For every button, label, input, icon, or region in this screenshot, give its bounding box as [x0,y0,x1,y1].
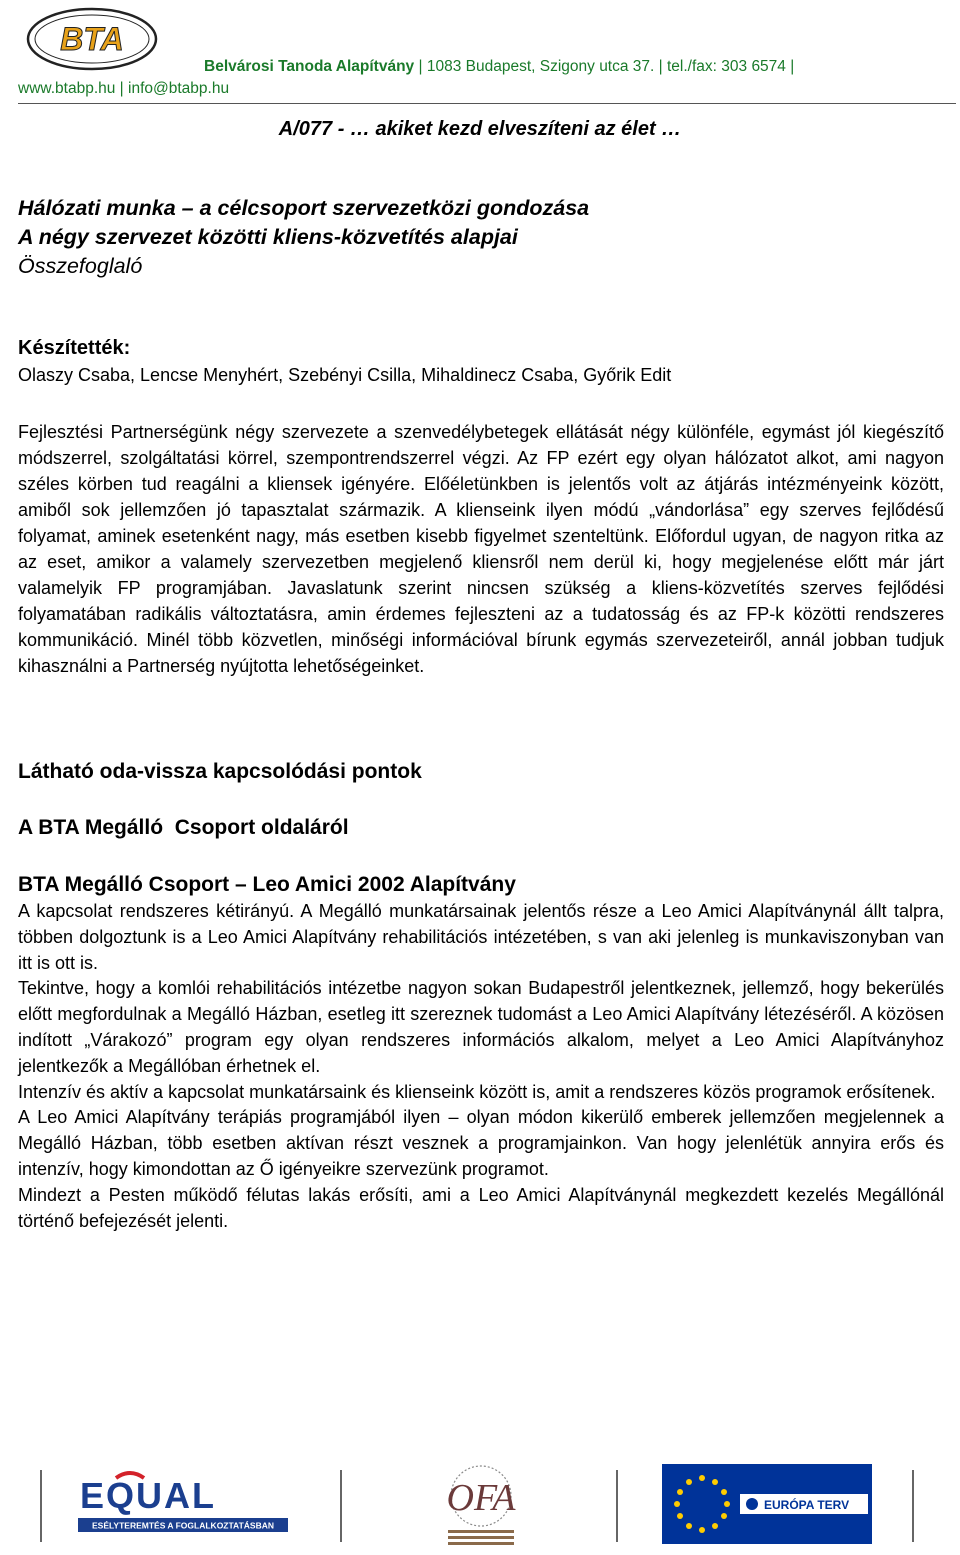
bta-logo [24,6,160,72]
org-name: Belvárosi Tanoda Alapítvány [204,58,415,75]
main-heading: Hálózati munka – a célcsoport szervezetközi gondozása [18,196,590,220]
summary-heading: Összefoglaló [18,254,143,278]
section-heading-connections: Látható oda-vissza kapcsolódási pontok [18,760,422,783]
ofa-logo [436,1460,526,1548]
org-email-link[interactable]: info@btabp.hu [128,80,230,97]
org-web-line: www.btabp.hu | info@btabp.hu [18,80,230,97]
section-heading-bta: A BTA Megálló Csoport oldaláról [18,816,349,839]
europa-terv-logo [662,1464,872,1544]
body-paragraph: A Leo Amici Alapítvány terápiás programjából ilyen – olyan módon kikerülő emberek jellemzően megjelennek a Megálló Házban, több esetben aktívan részt vesznek a programjainkon. Van hogy jelenlétük annyira erős és intenzív, hogy kimondottan az Ő igényeikre szervezünk programot. [18,1107,944,1179]
authors-list: Olaszy Csaba, Lencse Menyhért, Szebényi Csilla, Mihaldinecz Csaba, Győrik Edit [18,365,672,385]
body-paragraph: Intenzív és aktív a kapcsolat munkatársaink és klienseink között is, amit a rendszeres közös programok erősítenek. [18,1081,936,1102]
ofa-logo-text: OFA [446,1477,516,1519]
org-website-link[interactable]: www.btabp.hu [18,80,116,97]
footer-divider [340,1470,342,1542]
org-phone: tel./fax: 303 6574 [667,58,786,75]
org-address: 1083 Budapest, Szigony utca 37. [426,58,655,75]
section-heading-leo-amici: BTA Megálló Csoport – Leo Amici 2002 Alapítvány [18,873,516,896]
org-info-line: Belvárosi Tanoda Alapítvány | 1083 Budapest, Szigony utca 37. | tel./fax: 303 6574 | [204,58,795,75]
equal-tagline: ESÉLYTEREMTÉS A FOGLALKOZTATÁSBAN [92,1520,274,1531]
leo-amici-body [18,899,944,1234]
authors-label: Készítették: [18,337,131,359]
body-paragraph: A kapcsolat rendszeres kétirányú. A Megálló munkatársainak jelentős része a Leo Amici Alapítványnál állt talpra, többen dolgoztunk is a Leo Amici Alapítvány rehabilitációs intézetében, s van aki jelenleg is munkaviszonyban van itt is ott is. [18,901,944,973]
footer-divider [912,1470,914,1542]
bta-logo-text: BTA [60,21,124,57]
document-title: A/077 - … akiket kezd elveszíteni az élet … [278,118,682,140]
header-divider [18,103,956,104]
body-paragraph: Mindezt a Pesten működő félutas lakás erősíti, ami a Leo Amici Alapítványnál megkezdett kezelés Megállónál történő befejezését jelenti. [18,1184,944,1231]
equal-logo-text: EQUAL [80,1475,216,1516]
sub-heading: A négy szervezet közötti kliens-közvetítés alapjai [18,225,518,249]
equal-logo [76,1464,290,1544]
footer-divider [616,1470,618,1542]
body-paragraph: Tekintve, hogy a komlói rehabilitációs intézetbe nagyon sokan Budapestről jelentkeznek, jellemző, hogy bekerülés előtt megfordulnak a Megálló Házban, esetleg itt szereznek tudomást a Leo Amici Alapítvány létezéséről. A közösen indított „Várakozó” program egy olyan rendszeres információs alkalom, melyet a Leo Amici Alapítványhoz jelentkezők a Megállóban érhetnek el. [18,978,944,1076]
footer-divider [40,1470,42,1542]
intro-paragraph: Fejlesztési Partnerségünk négy szervezete a szenvedélybetegek ellátását négy különféle, egymást jól kiegészítő módszerrel, szolgáltatási körrel, szempontrendszerrel végzi. Az FP ezért egy olyan hálózatot alkot, ami nagyon széles körben tud reagálni a kliensek igényére. Előéletünkben is jelentős volt az átjárás intézményeink között, amiből sok jellemzően jó tapasztalat származik. A klienseink ilyen módú „vándorlása” egy szerves fejlődésű folyamat, aminek esetenként nagy, más esetben kisebb figyelmet szenteltünk. Előfordul ugyan, de nagyon ritka az az eset, amikor a valamely szervezetben megjelenő kliensről nem derül ki, hogy megjelenése előtt már járt valamelyik FP programjában. Javaslatunk szerint nincsen szükség a kliens-közvetítés szerves fejlődési folyamatában radikális változtatásra, amin érdemes fejleszteni az a tudatosság és az FP-k közötti rendszeres kommunikáció. Minél több közvetlen, minőségi információval bírunk egymás szervezeteiről, annál jobban tudjuk kihasználni a Partnerség nyújtotta lehetőségeinket. [18,422,944,676]
europa-terv-text: EURÓPA TERV [764,1498,850,1512]
